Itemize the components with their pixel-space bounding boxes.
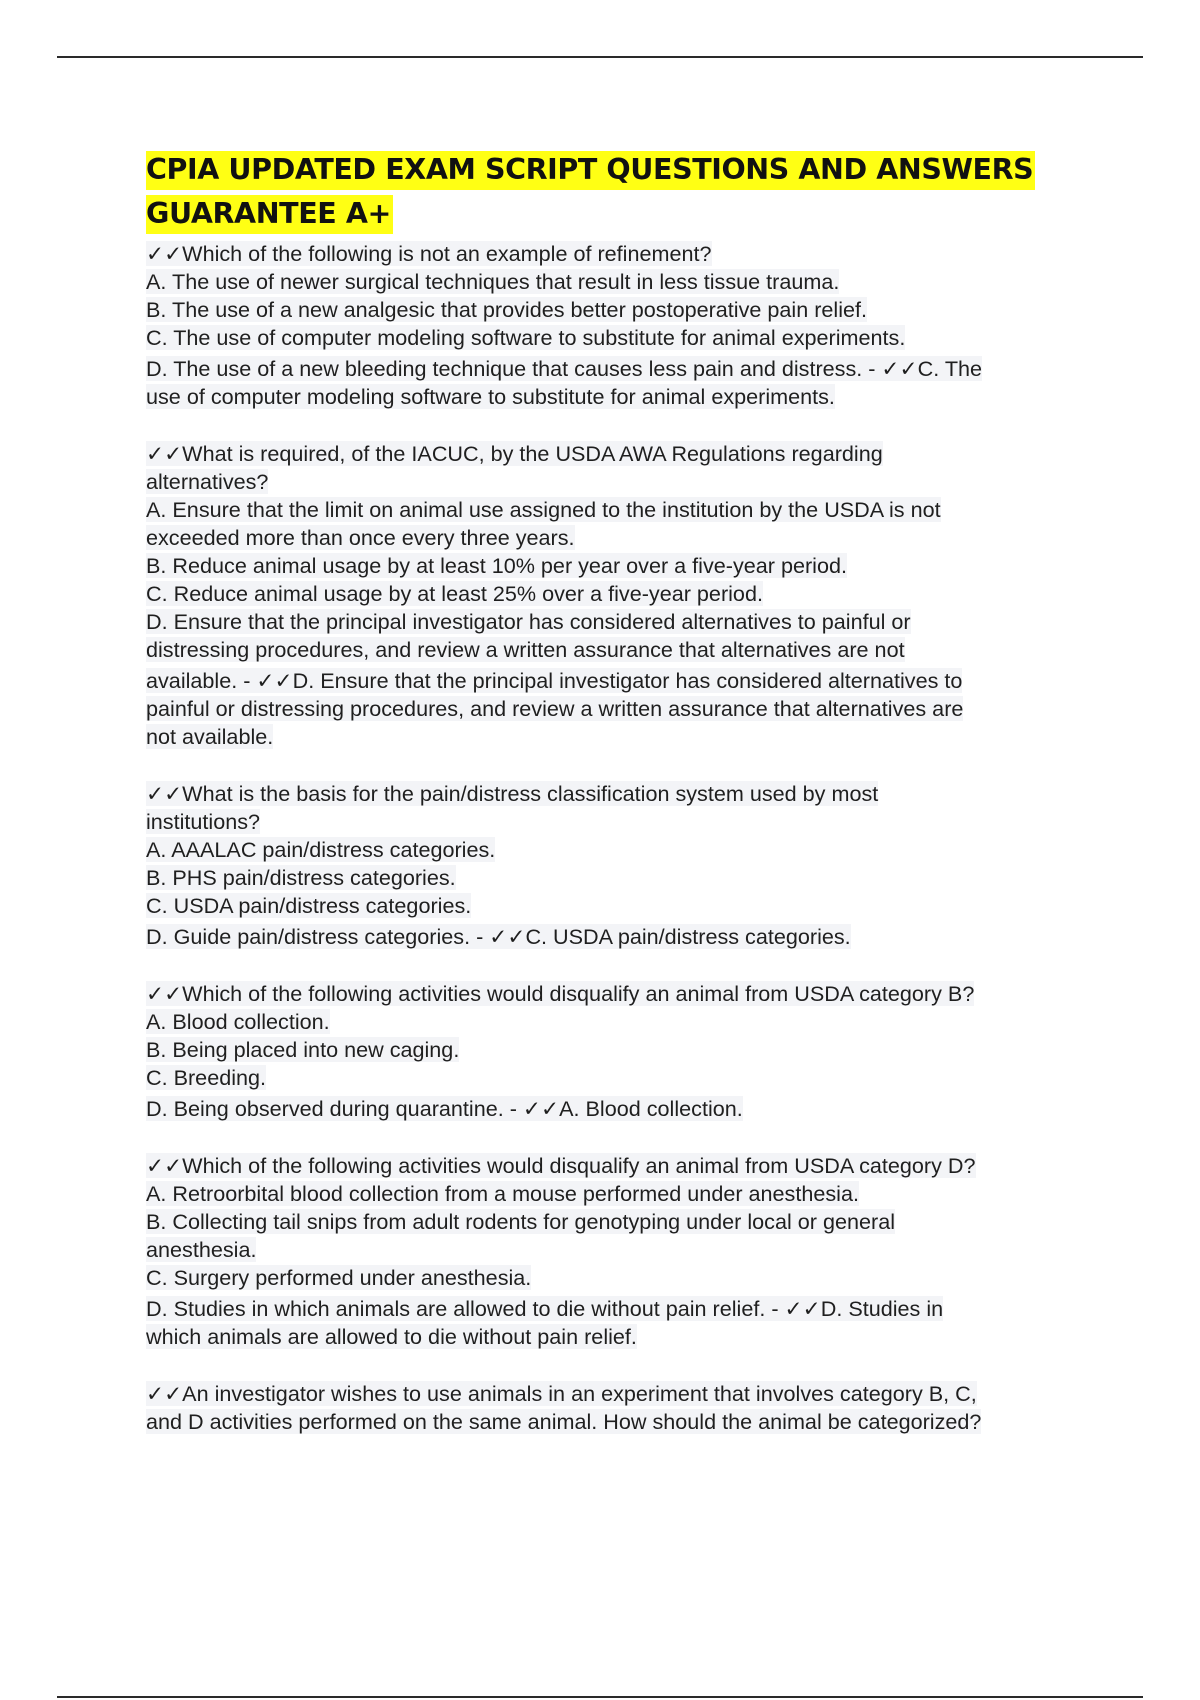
question-text: institutions? [146, 809, 261, 834]
answer-option: C. Reduce animal usage by at least 25% over a five-year period. [146, 581, 763, 606]
title-highlight: CPIA UPDATED EXAM SCRIPT QUESTIONS AND ANSWERS GUARANTEE A+ [146, 151, 1035, 234]
answer-option-line [146, 496, 1146, 524]
answer-option: B. The use of a new analgesic that provides better postoperative pain relief. [146, 297, 868, 322]
answer-option-line [146, 836, 1146, 864]
answer-option-line [146, 524, 1146, 552]
correct-answer: which animals are allowed to die without pain relief. [146, 1324, 637, 1349]
correct-answer: D. Being observed during quarantine. - ✓✓A. Blood collection. [146, 1096, 743, 1121]
correct-answer: not available. [146, 724, 274, 749]
question-text: alternatives? [146, 469, 269, 494]
question-list [146, 240, 1146, 1436]
answer-option-line [146, 1264, 1146, 1292]
answer-option: D. Ensure that the principal investigator has considered alternatives to painful or [146, 609, 911, 634]
correct-answer: D. Studies in which animals are allowed to die without pain relief. - ✓✓D. Studies in [146, 1296, 944, 1321]
question-text-line [146, 1152, 1146, 1180]
answer-option-line [146, 552, 1146, 580]
answer-option-line [146, 1064, 1146, 1092]
question-block [146, 1380, 1146, 1436]
question-block [146, 1152, 1146, 1351]
answer-option: B. Collecting tail snips from adult rodents for genotyping under local or general [146, 1209, 896, 1234]
answer-option: A. AAALAC pain/distress categories. [146, 837, 496, 862]
question-text: ✓✓What is the basis for the pain/distress classification system used by most [146, 781, 879, 806]
question-text: ✓✓Which of the following activities would disqualify an animal from USDA category D? [146, 1153, 976, 1178]
question-text-line [146, 980, 1146, 1008]
answer-option: exceeded more than once every three years. [146, 525, 575, 550]
question-text: ✓✓Which of the following is not an example of refinement? [146, 241, 712, 266]
correct-answer-line [146, 695, 1146, 723]
question-text-line [146, 1380, 1146, 1408]
answer-option-line [146, 636, 1146, 664]
answer-option-line [146, 1236, 1146, 1264]
answer-option: C. The use of computer modeling software to substitute for animal experiments. [146, 325, 906, 350]
document-title [146, 148, 1146, 236]
question-text: ✓✓What is required, of the IACUC, by the USDA AWA Regulations regarding [146, 441, 883, 466]
answer-option-line [146, 324, 1146, 352]
correct-answer: available. - ✓✓D. Ensure that the principal investigator has considered alternatives to [146, 668, 963, 693]
top-rule [57, 56, 1143, 58]
question-block [146, 980, 1146, 1123]
correct-answer-line [146, 355, 1146, 383]
document-body [146, 148, 1146, 1465]
correct-answer-line [146, 723, 1146, 751]
answer-option: anesthesia. [146, 1237, 257, 1262]
answer-option: C. USDA pain/distress categories. [146, 893, 472, 918]
correct-answer: painful or distressing procedures, and review a written assurance that alternatives are [146, 696, 964, 721]
question-block [146, 240, 1146, 411]
correct-answer: D. Guide pain/distress categories. - ✓✓C. USDA pain/distress categories. [146, 924, 851, 949]
question-text: and D activities performed on the same animal. How should the animal be categorized? [146, 1409, 982, 1434]
question-text-line [146, 468, 1146, 496]
answer-option: A. The use of newer surgical techniques that result in less tissue trauma. [146, 269, 840, 294]
correct-answer-line [146, 1095, 1146, 1123]
correct-answer: D. The use of a new bleeding technique that causes less pain and distress. - ✓✓C. The [146, 356, 983, 381]
answer-option-line [146, 580, 1146, 608]
answer-option: distressing procedures, and review a written assurance that alternatives are not [146, 637, 905, 662]
answer-option: C. Breeding. [146, 1065, 267, 1090]
answer-option-line [146, 608, 1146, 636]
correct-answer-line [146, 923, 1146, 951]
answer-option-line [146, 1008, 1146, 1036]
question-text: ✓✓An investigator wishes to use animals in an experiment that involves category B, C, [146, 1381, 977, 1406]
correct-answer-line [146, 383, 1146, 411]
question-text: ✓✓Which of the following activities would disqualify an animal from USDA category B? [146, 981, 975, 1006]
question-text-line [146, 780, 1146, 808]
question-text-line [146, 240, 1146, 268]
answer-option-line [146, 1036, 1146, 1064]
answer-option-line [146, 268, 1146, 296]
answer-option: C. Surgery performed under anesthesia. [146, 1265, 532, 1290]
answer-option: B. Reduce animal usage by at least 10% per year over a five-year period. [146, 553, 847, 578]
answer-option: A. Retroorbital blood collection from a mouse performed under anesthesia. [146, 1181, 859, 1206]
correct-answer: use of computer modeling software to substitute for animal experiments. [146, 384, 835, 409]
question-text-line [146, 1408, 1146, 1436]
answer-option: A. Blood collection. [146, 1009, 330, 1034]
question-text-line [146, 808, 1146, 836]
question-block [146, 440, 1146, 751]
correct-answer-line [146, 667, 1146, 695]
answer-option-line [146, 1208, 1146, 1236]
question-text-line [146, 440, 1146, 468]
bottom-rule [57, 1696, 1143, 1698]
correct-answer-line [146, 1323, 1146, 1351]
answer-option-line [146, 892, 1146, 920]
answer-option-line [146, 296, 1146, 324]
correct-answer-line [146, 1295, 1146, 1323]
answer-option-line [146, 1180, 1146, 1208]
question-block [146, 780, 1146, 951]
answer-option: A. Ensure that the limit on animal use assigned to the institution by the USDA is not [146, 497, 941, 522]
answer-option-line [146, 864, 1146, 892]
answer-option: B. PHS pain/distress categories. [146, 865, 456, 890]
answer-option: B. Being placed into new caging. [146, 1037, 460, 1062]
